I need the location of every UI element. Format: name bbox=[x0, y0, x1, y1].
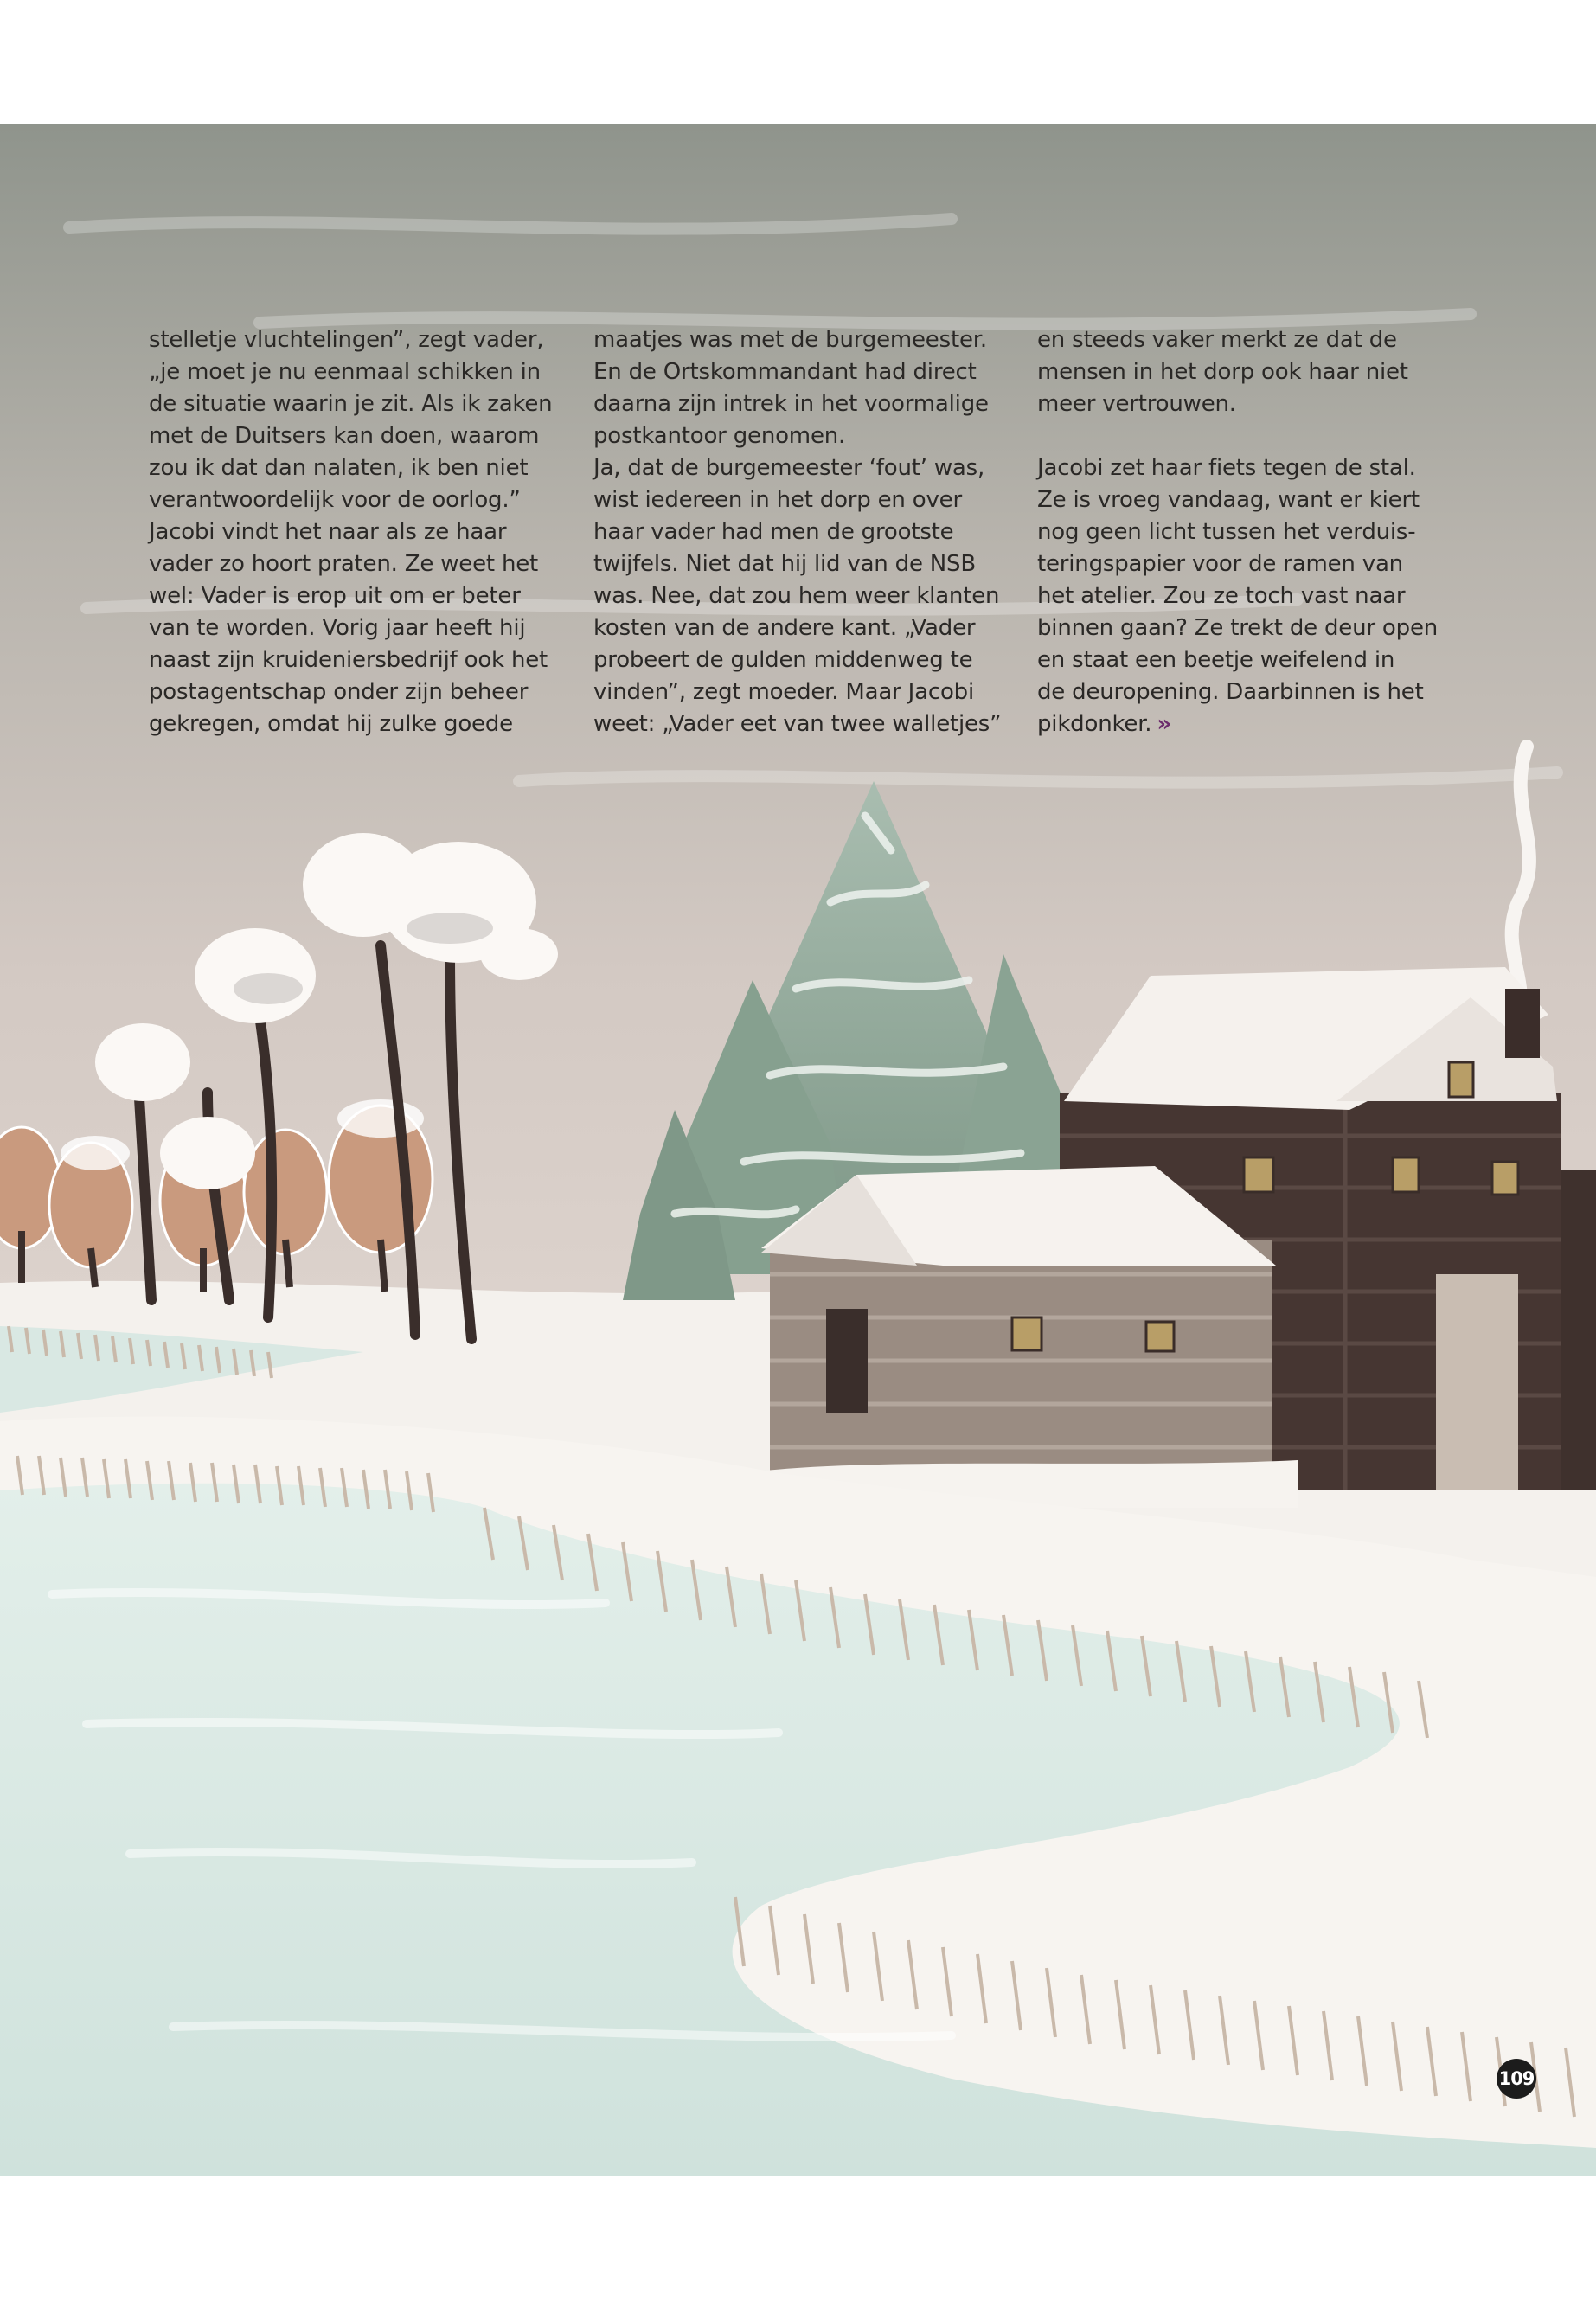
article-column-3 bbox=[1037, 324, 1461, 740]
column-1-text: stelletje vluchtelingen”, zegt vader, „je moet je nu eenmaal schikken in de situatie waarin je zit. Als ik zaken met de Duitsers kan doen, waarom zou ik dat dan nalaten, ik ben niet verantwoordelijk voor de oorlog.” Jacobi vindt het naar als ze haar vader zo hoort praten. Ze weet het wel: Vader is erop uit om er beter van te worden. Vorig jaar heeft hij naast zijn kruideniersbedrijf ook het postagentschap onder zijn beheer gekregen, omdat hij zulke goede bbox=[149, 327, 553, 737]
continue-chevron-icon: » bbox=[1157, 711, 1165, 737]
article-column-2 bbox=[593, 324, 1009, 740]
light-house bbox=[744, 1166, 1298, 1508]
column-3-paragraph-2 bbox=[1037, 452, 1461, 740]
column-3-paragraph-1: en steeds vaker merkt ze dat de mensen in het dorp ook haar niet meer vertrouwen. bbox=[1037, 327, 1408, 417]
column-3-paragraph-2-text: Jacobi zet haar fiets tegen de stal. Ze is vroeg vandaag, want er kiert nog geen licht tussen het verduis- teringspapier voor de ramen van het atelier. Zou ze toch vast naar binnen gaan? Ze trekt de deur open en staat een beetje weifelend in de deuropening. Daarbinnen is het pikdonker. bbox=[1037, 455, 1439, 737]
article-column-1 bbox=[149, 324, 564, 740]
page-number: 109 bbox=[1497, 2059, 1536, 2099]
column-2-text: maatjes was met de burgemeester. En de Ortskommandant had direct daarna zijn intrek in het voormalige postkantoor genomen. Ja, dat de burgemeester ‘fout’ was, wist iedereen in het dorp en over haar vader had men de grootste twijfels. Niet dat hij lid van de NSB was. Nee, dat zou hem weer klanten kosten van de andere kant. „Vader probeert de gulden middenweg te vinden”, zegt moeder. Maar Jacobi weet: „Vader eet van twee walletjes” bbox=[593, 327, 1002, 737]
